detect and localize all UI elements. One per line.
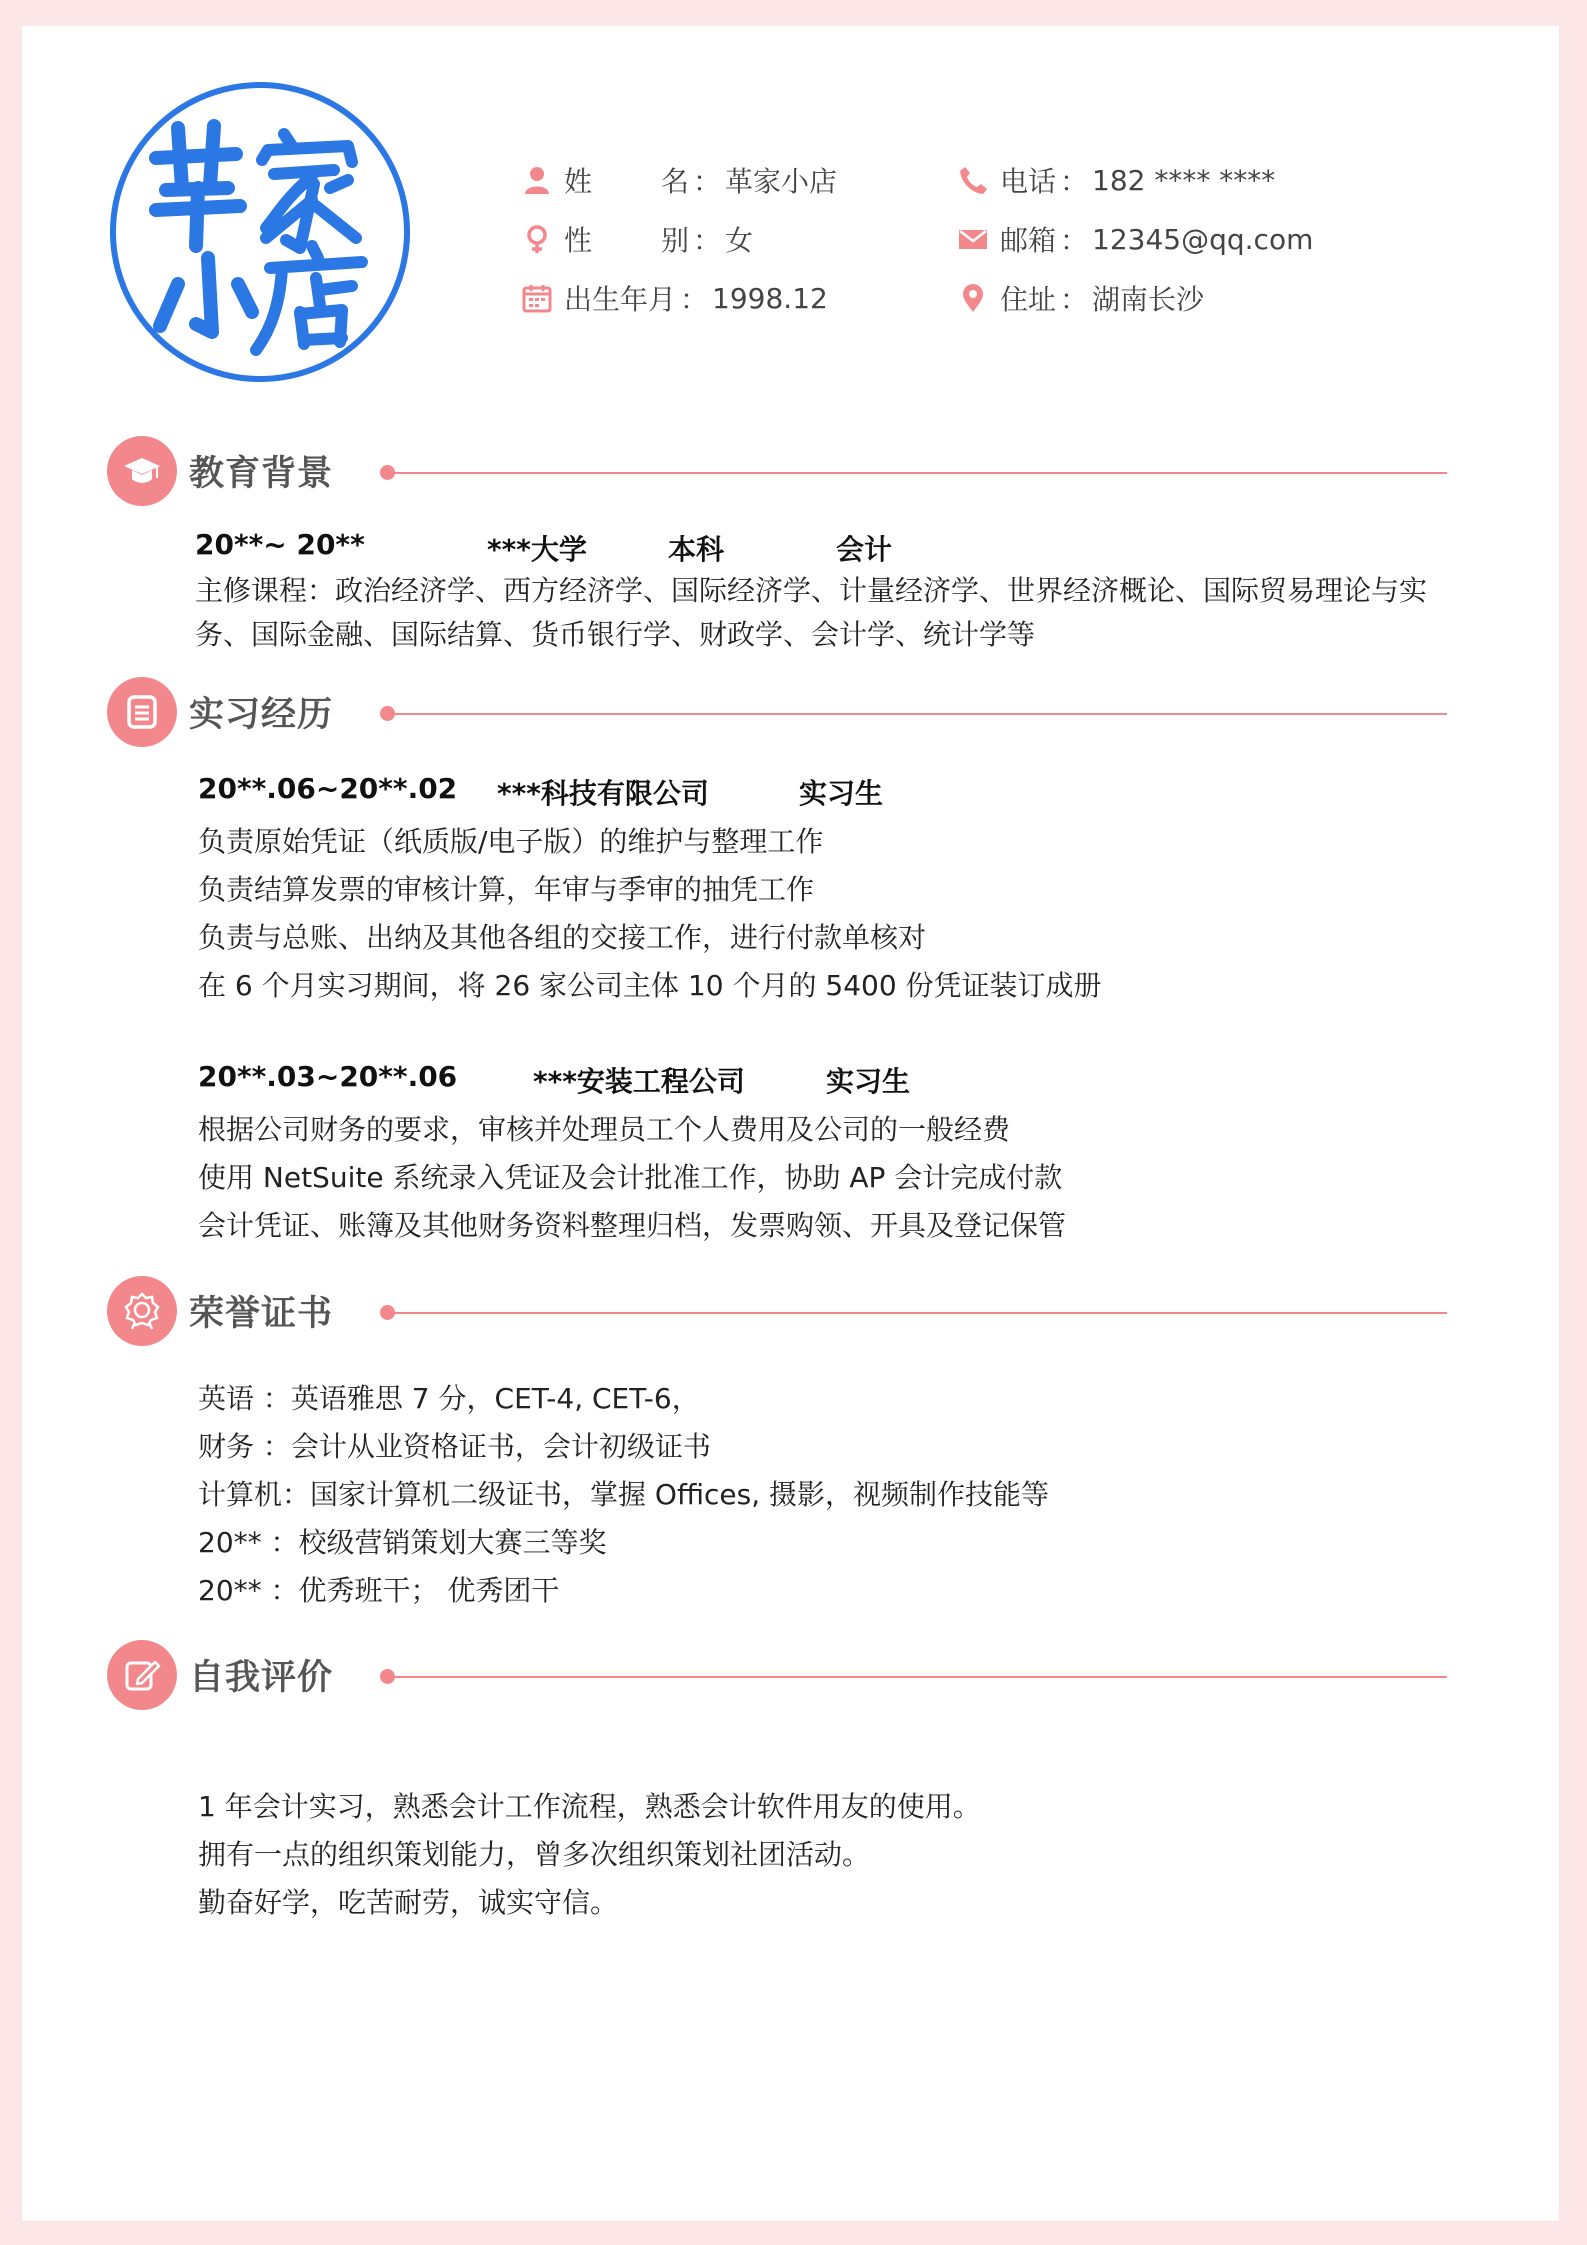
email-separator: ： — [1060, 224, 1089, 257]
job-duty: 会计凭证、账簿及其他财务资料整理归档，发票购领、开具及登记保管 — [198, 1209, 1067, 1242]
self-eval-line: 拥有一点的组织策划能力，曾多次组织策划社团活动。 — [198, 1838, 871, 1871]
job-duty: 负责结算发票的审核计算，年审与季审的抽凭工作 — [198, 873, 815, 906]
section-divider — [393, 1676, 1447, 1678]
job-duty: 使用 NetSuite 系统录入凭证及会计批准工作，协助 AP 会计完成付款 — [198, 1161, 1063, 1194]
section-internship-title: 实习经历 — [189, 695, 334, 735]
section-divider — [393, 472, 1447, 474]
education-school: ***大学 — [487, 533, 587, 566]
name-value: 革家小店 — [725, 165, 838, 198]
info-name — [522, 160, 837, 200]
info-email — [958, 219, 1313, 259]
edit-icon — [122, 1655, 162, 1695]
self-eval-line: 勤奋好学，吃苦耐劳，诚实守信。 — [198, 1886, 619, 1919]
info-birth — [522, 278, 828, 318]
email-label: 邮箱 — [1000, 224, 1057, 257]
award-icon — [122, 1291, 162, 1331]
mail-icon — [958, 224, 988, 254]
section-divider — [393, 713, 1447, 715]
list-icon — [122, 692, 162, 732]
job-company: ***科技有限公司 — [497, 777, 709, 810]
honor-item: 20** ：校级营销策划大赛三等奖 — [198, 1526, 607, 1559]
job-role: 实习生 — [826, 1065, 911, 1098]
address-label: 住址 — [1000, 283, 1057, 316]
gender-value: 女 — [725, 224, 754, 257]
info-phone — [958, 160, 1275, 200]
section-honors-header — [107, 1276, 1447, 1350]
job-duty: 负责与总账、出纳及其他各组的交接工作，进行付款单核对 — [198, 921, 927, 954]
section-education-title: 教育背景 — [189, 454, 334, 494]
section-internship-header — [107, 677, 1447, 751]
honor-item: 20** ：优秀班干； 优秀团干 — [198, 1574, 560, 1607]
section-education-header — [107, 436, 1447, 510]
birth-separator: ： — [680, 283, 709, 316]
name-label: 姓 名 — [564, 165, 689, 198]
section-divider — [393, 1312, 1447, 1314]
education-degree: 本科 — [668, 533, 725, 566]
education-major: 会计 — [836, 533, 893, 566]
self-eval-line: 1 年会计实习，熟悉会计工作流程，熟悉会计软件用友的使用。 — [198, 1790, 981, 1823]
info-address — [958, 278, 1204, 318]
honor-item: 财务 ：会计从业资格证书，会计初级证书 — [198, 1430, 711, 1463]
phone-label: 电话 — [1000, 165, 1057, 198]
logo-stamp — [110, 82, 410, 382]
honors-badge — [107, 1276, 177, 1346]
education-period: 20**~ 20** — [195, 528, 365, 561]
graduation-cap-icon — [122, 451, 162, 491]
email-value: 12345@qq.com — [1092, 222, 1314, 256]
section-honors-title: 荣誉证书 — [189, 1294, 334, 1334]
calendar-icon — [522, 283, 552, 313]
section-self-eval-header — [107, 1640, 1447, 1714]
info-gender — [522, 219, 753, 259]
education-badge — [107, 436, 177, 506]
female-icon — [522, 224, 552, 254]
job-duty: 在 6 个月实习期间，将 26 家公司主体 10 个月的 5400 份凭证装订成册 — [198, 969, 1102, 1002]
location-icon — [958, 283, 988, 313]
address-separator: ： — [1060, 283, 1089, 316]
phone-separator: ： — [1060, 165, 1089, 198]
honor-item: 计算机：国家计算机二级证书，掌握 Offices, 摄影，视频制作技能等 — [198, 1478, 1050, 1511]
internship-badge — [107, 677, 177, 747]
job-period: 20**.03~20**.06 — [198, 1060, 458, 1093]
section-self-eval-title: 自我评价 — [189, 1658, 334, 1698]
education-courses: 主修课程：政治经济学、西方经济学、国际经济学、计量经济学、世界经济概论、国际贸易理论与实务、国际金融、国际结算、货币银行学、财政学、会计学、统计学等 — [195, 574, 1428, 651]
job-duty: 根据公司财务的要求，审核并处理员工个人费用及公司的一般经费 — [198, 1113, 1011, 1146]
honor-item: 英语 ：英语雅思 7 分，CET-4, CET-6， — [198, 1382, 700, 1415]
name-separator: ： — [693, 165, 722, 198]
phone-value: 182 **** **** — [1092, 163, 1276, 197]
self-eval-badge — [107, 1640, 177, 1710]
phone-icon — [958, 165, 988, 195]
person-icon — [522, 165, 552, 195]
birth-label: 出生年月 — [564, 283, 677, 316]
job-company: ***安装工程公司 — [533, 1065, 745, 1098]
birth-value: 1998.12 — [712, 281, 828, 315]
gender-label: 性 别 — [564, 224, 689, 257]
address-value: 湖南长沙 — [1092, 283, 1205, 316]
job-duty: 负责原始凭证（纸质版/电子版）的维护与整理工作 — [198, 825, 824, 858]
job-period: 20**.06~20**.02 — [198, 772, 458, 805]
logo-seal-icon — [116, 88, 416, 388]
job-role: 实习生 — [799, 777, 884, 810]
gender-separator: ： — [693, 224, 722, 257]
